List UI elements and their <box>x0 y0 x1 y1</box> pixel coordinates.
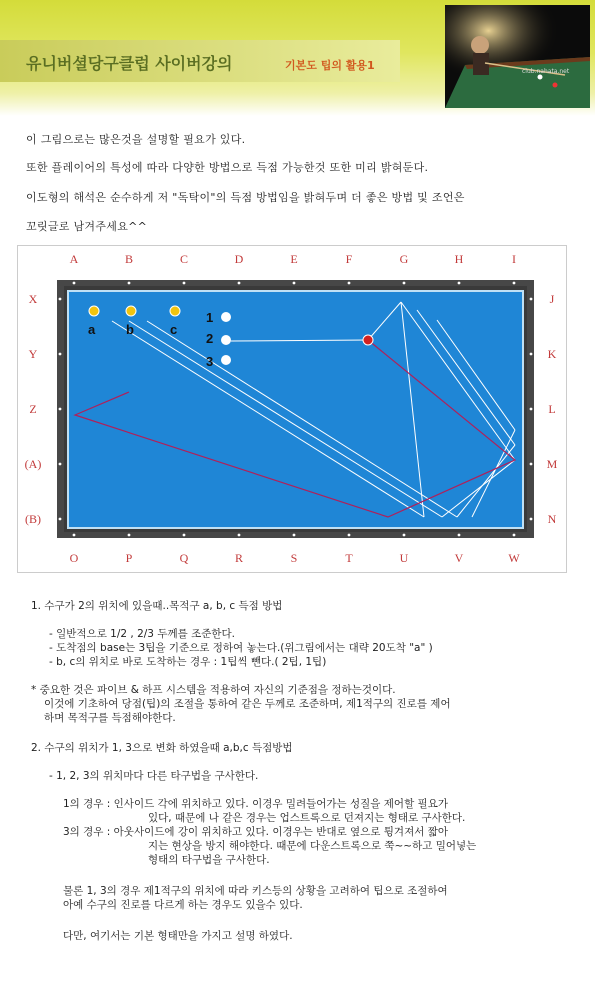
frame-label-right-2: L <box>548 402 556 416</box>
frame-label-right-1: K <box>547 347 557 361</box>
table-cloth <box>68 291 523 528</box>
frame-label-left-1: Y <box>28 347 38 361</box>
frame-label-right-3: M <box>546 457 558 471</box>
frame-label-bottom-0: O <box>69 551 79 565</box>
frame-label-top-0: A <box>69 252 79 266</box>
section2-paragraph-2: 다만, 여기서는 기본 형태만을 가지고 설명 하였다. <box>63 930 293 942</box>
frame-label-right-4: N <box>547 512 557 526</box>
cue-numbers <box>206 310 213 369</box>
frame-label-top-8: I <box>512 252 516 266</box>
rail-diamond-bottom-6 <box>403 534 406 537</box>
frame-label-top-3: D <box>234 252 244 266</box>
rail-diamond-top-6 <box>403 282 406 285</box>
rail-diamond-top-1 <box>128 282 131 285</box>
rail-diamond-bottom-7 <box>458 534 461 537</box>
frame-label-bottom-5: T <box>345 551 353 565</box>
case3-line-2: 지는 현상을 방지 해야한다. 때문에 다운스트록으로 쭉~~하고 밀어넣는 <box>148 840 477 852</box>
rail-diamond-top-2 <box>183 282 186 285</box>
rail-diamond-right-2 <box>530 408 533 411</box>
object-ball-b <box>126 306 136 316</box>
rail-diamond-bottom-0 <box>73 534 76 537</box>
section2-paragraph-1-line-1: 물론 1, 3의 경우 제1적구의 위치에 따라 키스등의 상황을 고려하여 팁으로 조절하여 <box>63 885 448 897</box>
frame-label-bottom-6: U <box>399 551 409 565</box>
rail-diamond-top-5 <box>348 282 351 285</box>
frame-label-bottom-1: P <box>125 551 133 565</box>
case1-line-1: 1의 경우 : 인사이드 각에 위치하고 있다. 이경우 밀려들어가는 성질을 제어할 필요가 <box>63 798 448 810</box>
frame-label-bottom-7: V <box>454 551 464 565</box>
rail-diamond-bottom-4 <box>293 534 296 537</box>
ball-label-c: c <box>170 322 178 337</box>
ball-label-b: b <box>126 322 134 337</box>
red-ball <box>363 335 373 345</box>
rail-diamond-top-8 <box>513 282 516 285</box>
frame-label-top-2: C <box>179 252 189 266</box>
cue-ball-1 <box>221 312 231 322</box>
frame-label-top-6: G <box>399 252 409 266</box>
section1-item-3: - b, c의 위치로 바로 도착하는 경우 : 1팁씩 뺀다.( 2팁, 1팁) <box>49 656 327 668</box>
case3-line-1: 3의 경우 : 아웃사이드에 강이 위치하고 있다. 이경우는 반대로 옆으로 튕겨져서 짧아 <box>63 826 448 838</box>
frame-label-bottom-2: Q <box>179 551 189 565</box>
rail-diamond-left-4 <box>59 518 62 521</box>
frame-label-top-5: F <box>345 252 353 266</box>
section2-heading: 2. 수구의 위치가 1, 3으로 변화 하였을때 a,b,c 득점방법 <box>31 742 293 754</box>
section2-paragraph-1-line-2: 아예 수구의 진로를 다르게 하는 경우도 있을수 있다. <box>63 899 303 911</box>
section1-note-3: 하며 목적구를 득점해야한다. <box>44 712 176 724</box>
rail-diamond-bottom-2 <box>183 534 186 537</box>
rail-diamond-left-0 <box>59 298 62 301</box>
section1-heading: 1. 수구가 2의 위치에 있을때..목적구 a, b, c 득점 방법 <box>31 600 283 612</box>
rail-diamond-top-7 <box>458 282 461 285</box>
cue-number-1: 1 <box>206 310 214 325</box>
frame-label-left-4: (B) <box>25 512 41 526</box>
rail-diamond-top-0 <box>73 282 76 285</box>
frame-label-top-4: E <box>290 252 298 266</box>
rail-diamond-bottom-8 <box>513 534 516 537</box>
rail-diamond-left-3 <box>59 463 62 466</box>
rail-diamond-right-0 <box>530 298 533 301</box>
page-title: 유니버셜당구클럽 사이버강의 <box>26 54 233 73</box>
rail-diamond-right-3 <box>530 463 533 466</box>
frame-label-left-3: (A) <box>24 457 42 471</box>
frame-label-top-7: H <box>454 252 464 266</box>
rail-diamond-top-4 <box>293 282 296 285</box>
frame-label-bottom-3: R <box>234 551 244 565</box>
cue-ball-3 <box>221 355 231 365</box>
frame-label-bottom-4: S <box>290 551 298 565</box>
frame-label-top-1: B <box>124 252 134 266</box>
frame-label-right-0: J <box>549 292 555 306</box>
frame-label-bottom-8: W <box>508 551 520 565</box>
frame-label-left-2: Z <box>29 402 37 416</box>
case1-line-2: 있다, 때문에 나 같은 경우는 업스트록으로 던져지는 형태로 구사한다. <box>148 812 466 824</box>
ball-label-a: a <box>88 322 96 337</box>
intro-line-4: 꼬릿글로 남겨주세요^^ <box>26 220 148 233</box>
rail-diamond-right-1 <box>530 353 533 356</box>
cue-ball-2 <box>221 335 231 345</box>
section1-item-1: - 일반적으로 1/2 , 2/3 두께를 조준한다. <box>49 628 236 640</box>
intro-line-2: 또한 플레이어의 특성에 따라 다양한 방법으로 득점 가능한것 또한 미리 밝혀둔다. <box>26 161 429 174</box>
photo-caption: club.nahata.net <box>522 68 570 75</box>
rail-diamond-bottom-5 <box>348 534 351 537</box>
frame-label-left-0: X <box>28 292 38 306</box>
object-ball-c <box>170 306 180 316</box>
section1-note-1: * 중요한 것은 파이브 & 하프 시스템을 적용하여 자신의 기준점을 정하는것이다. <box>31 684 396 696</box>
object-ball-a <box>89 306 99 316</box>
section1-item-2: - 도착점의 base는 3팁을 기준으로 정하여 놓는다.(위그림에서는 대략 20도착 "a" ) <box>49 642 433 654</box>
rail-diamond-top-3 <box>238 282 241 285</box>
intro-line-1: 이 그림으로는 많은것을 설명할 필요가 있다. <box>26 133 246 146</box>
intro-line-3: 이도형의 해석은 순수하게 저 "독탁이"의 득점 방법임을 밝혀두며 더 좋은 방법 및 조언은 <box>26 191 465 204</box>
billiard-diagram <box>17 245 567 573</box>
rail-diamond-left-2 <box>59 408 62 411</box>
section2-item: - 1, 2, 3의 위치마다 다른 타구법을 구사한다. <box>49 770 259 782</box>
cue-number-3: 3 <box>206 354 214 369</box>
cue-number-2: 2 <box>206 331 214 346</box>
billiard-photo <box>445 5 590 108</box>
rail-diamond-right-4 <box>530 518 533 521</box>
rail-diamond-bottom-1 <box>128 534 131 537</box>
rail-diamond-left-1 <box>59 353 62 356</box>
rail-diamond-bottom-3 <box>238 534 241 537</box>
page-subtitle: 기본도 팁의 활용1 <box>285 59 375 72</box>
case3-line-3: 형태의 타구법을 구사한다. <box>148 854 270 866</box>
section1-note-2: 이것에 기초하여 당점(팁)의 조절을 통하여 같은 두께로 조준하며, 제1적구의 진로를 제어 <box>44 698 451 710</box>
table-svg <box>17 245 567 573</box>
